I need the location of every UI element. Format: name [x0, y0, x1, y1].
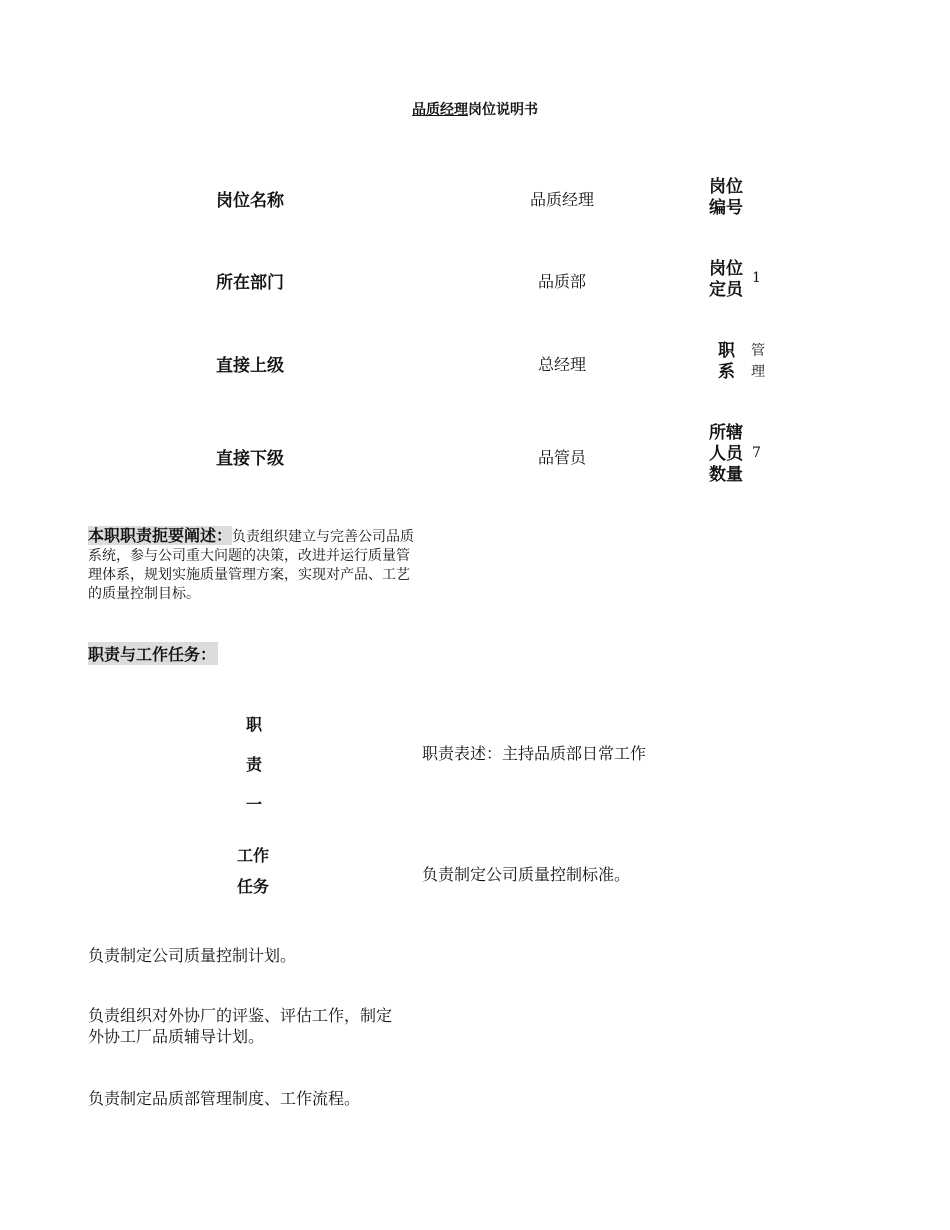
task-item: 负责制定品质部管理制度、工作流程。 [88, 1089, 361, 1108]
value-staff-count: 7 [752, 445, 761, 461]
task-item: 负责制定公司质量控制标准。 [422, 865, 631, 884]
section-title-duties: 职责与工作任务： [88, 642, 218, 665]
key-headcount: 岗位定员 [709, 259, 743, 300]
label-position-name: 岗位名称 [216, 191, 284, 211]
title-rest: 岗位说明书 [468, 102, 538, 118]
task-item: 负责制定公司质量控制计划。 [88, 946, 297, 965]
summary-heading: 本职职责扼要阐述： [88, 526, 233, 545]
value-job-family: 管理 [751, 343, 765, 380]
value-department: 品质部 [537, 272, 586, 291]
key-staff-count: 所辖人员数量 [709, 423, 743, 485]
key-position-code: 岗位编号 [709, 177, 743, 218]
value-position-name: 品质经理 [529, 190, 594, 209]
value-headcount: 1 [752, 270, 761, 286]
label-subordinate: 直接下级 [216, 449, 284, 469]
label-supervisor: 直接上级 [216, 356, 284, 376]
key-job-family: 职系 [718, 341, 735, 382]
duty-label: 职责一 [245, 715, 262, 814]
value-subordinate: 品管员 [537, 448, 586, 467]
summary-text: 负责组织建立与完善公司品质系统，参与公司重大问题的决策，改进并运行质量管理体系，规划实施质量管理方案，实现对产品、工艺的质量控制目标。 [88, 529, 415, 602]
value-supervisor: 总经理 [537, 355, 586, 374]
summary-block [88, 526, 418, 604]
title-underlined: 品质经理 [412, 102, 468, 118]
task-label: 工作任务 [236, 846, 269, 896]
task-item: 负责组织对外协厂的评鉴、评估工作，制定外协工厂品质辅导计划。 [88, 1006, 393, 1046]
duty-description: 职责表述：主持品质部日常工作 [422, 744, 647, 763]
page-title [0, 99, 950, 119]
label-department: 所在部门 [216, 273, 284, 293]
